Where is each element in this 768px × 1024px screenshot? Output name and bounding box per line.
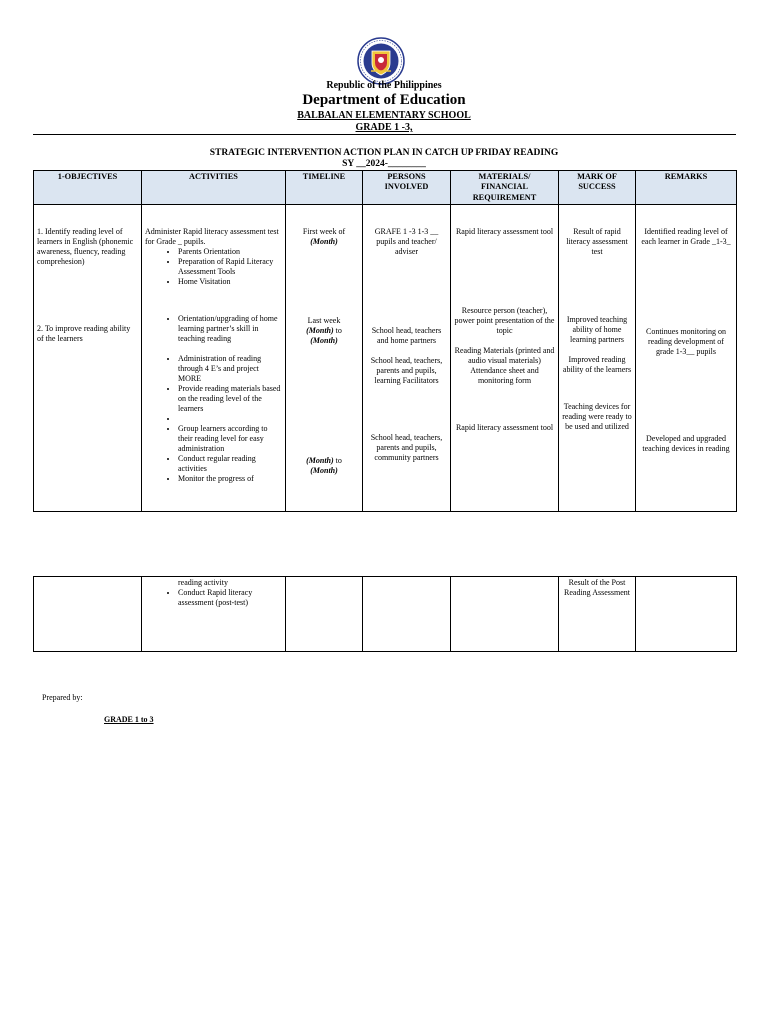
persons-cell — [363, 577, 451, 652]
timeline-month: (Month) — [306, 326, 334, 336]
list-item: • Group learners according to their reading level for easy administration — [178, 424, 282, 454]
timeline-text: Last week — [307, 316, 341, 326]
timeline-text: to — [335, 326, 342, 336]
timeline-month: (Month) — [310, 466, 338, 476]
list-item: • Conduct Rapid literacy assessment (post-test) — [178, 588, 282, 608]
objective-1: 1. Identify reading level of learners in English (phonemic awareness, fluency, reading comprehesion) — [37, 227, 134, 267]
department-heading: Department of Education — [302, 92, 466, 108]
activity-list-2 — [145, 314, 282, 484]
remarks-cell — [636, 205, 737, 512]
success-text: Result of rapid literacy assessment test — [566, 227, 628, 257]
success-cell — [559, 577, 636, 652]
prepared-by-label: Prepared by: — [42, 693, 83, 702]
column-header: PERSONS INVOLVED — [363, 171, 451, 205]
remarks-text: Identified reading level of each learner in Grade _1-3_ — [641, 227, 731, 247]
activity-list-3 — [145, 588, 282, 608]
grade-heading: GRADE 1 -3, — [355, 122, 413, 133]
timeline-month: (Month) — [310, 336, 338, 346]
timeline-cell — [286, 577, 363, 652]
activities-cell — [142, 205, 286, 512]
objectives-cell — [34, 205, 142, 512]
persons-text: School head, teachers, parents and pupils, community partners — [370, 433, 443, 463]
success-text: Improved reading ability of the learners — [562, 355, 632, 375]
materials-text: Attendance sheet and monitoring form — [470, 366, 539, 386]
remarks-cell — [636, 577, 737, 652]
remarks-text: Continues monitoring on reading development of grade 1-3__ pupils — [646, 327, 726, 357]
success-text: Result of the Post Reading Assessment — [564, 578, 630, 597]
materials-text: Reading Materials (printed and audio visual materials) — [454, 346, 555, 366]
persons-text: School head, teachers and home partners — [371, 326, 442, 346]
action-plan-table — [33, 170, 737, 512]
list-item: • Parents Orientation — [178, 247, 282, 257]
persons-text: School head, teachers, parents and pupils, learning Facilitators — [370, 356, 443, 386]
table-header-row — [34, 171, 737, 205]
table-row — [34, 577, 737, 652]
school-year: SY __2024-________ — [342, 159, 426, 169]
column-header: TIMELINE — [286, 171, 363, 205]
timeline-text: to — [335, 456, 342, 466]
objectives-cell — [34, 577, 142, 652]
header-divider — [33, 134, 736, 135]
list-item: • Administration of reading through 4 E’s and project MORE — [178, 354, 282, 384]
deped-seal-logo — [357, 37, 405, 85]
list-item: • Preparation of Rapid Literacy Assessment Tools — [178, 257, 282, 277]
column-header: REMARKS — [636, 171, 737, 205]
materials-cell — [451, 205, 559, 512]
action-plan-table-continued — [33, 576, 737, 652]
materials-text: Rapid literacy assessment tool — [455, 423, 554, 433]
plan-title: STRATEGIC INTERVENTION ACTION PLAN IN CATCH UP FRIDAY READING — [209, 148, 559, 158]
materials-text: Rapid literacy assessment tool — [455, 227, 554, 237]
objective-2: 2. To improve reading ability of the learners — [37, 324, 131, 344]
timeline-month: (Month) — [310, 237, 338, 247]
materials-text: Resource person (teacher), power point presentation of the topic — [454, 306, 555, 336]
list-item: • Provide reading materials based on the reading level of the learners — [178, 384, 282, 414]
timeline-text: First week of — [302, 227, 346, 237]
column-header: MATERIALS/ FINANCIAL REQUIREMENT — [451, 171, 559, 205]
success-text: Improved teaching ability of home learning partners — [566, 315, 628, 345]
column-header: MARK OF SUCCESS — [559, 171, 636, 205]
activities-cell — [142, 577, 286, 652]
activity-intro: Administer Rapid literacy assessment test for Grade _ pupils. — [145, 227, 279, 247]
remarks-text: Developed and upgraded teaching devices in reading — [642, 434, 730, 454]
list-item: • Conduct regular reading activities — [178, 454, 282, 474]
signatory-name: GRADE 1 to 3 — [104, 715, 154, 724]
timeline-month: (Month) — [306, 456, 334, 466]
list-item — [178, 414, 282, 424]
list-item: • Home Visitation — [178, 277, 282, 287]
persons-cell — [363, 205, 451, 512]
persons-text: GRAFE 1 -3 1-3 __ pupils and teacher/ adviser — [374, 227, 439, 257]
school-name: BALBALAN ELEMENTARY SCHOOL — [297, 110, 471, 121]
table-row — [34, 205, 737, 512]
list-item: • Orientation/upgrading of home learning partner’s skill in teaching reading — [178, 314, 282, 344]
materials-cell — [451, 577, 559, 652]
list-item: • Monitor the progress of — [178, 474, 282, 484]
republic-heading: Republic of the Philippines — [326, 80, 442, 91]
success-text: Teaching devices for reading were ready to be used and utilized — [562, 402, 632, 432]
column-header: ACTIVITIES — [142, 171, 286, 205]
activity-list-1 — [145, 247, 282, 287]
success-cell — [559, 205, 636, 512]
column-header: 1-OBJECTIVES — [34, 171, 142, 205]
activity-continuation: reading activity — [178, 578, 228, 587]
timeline-cell — [286, 205, 363, 512]
